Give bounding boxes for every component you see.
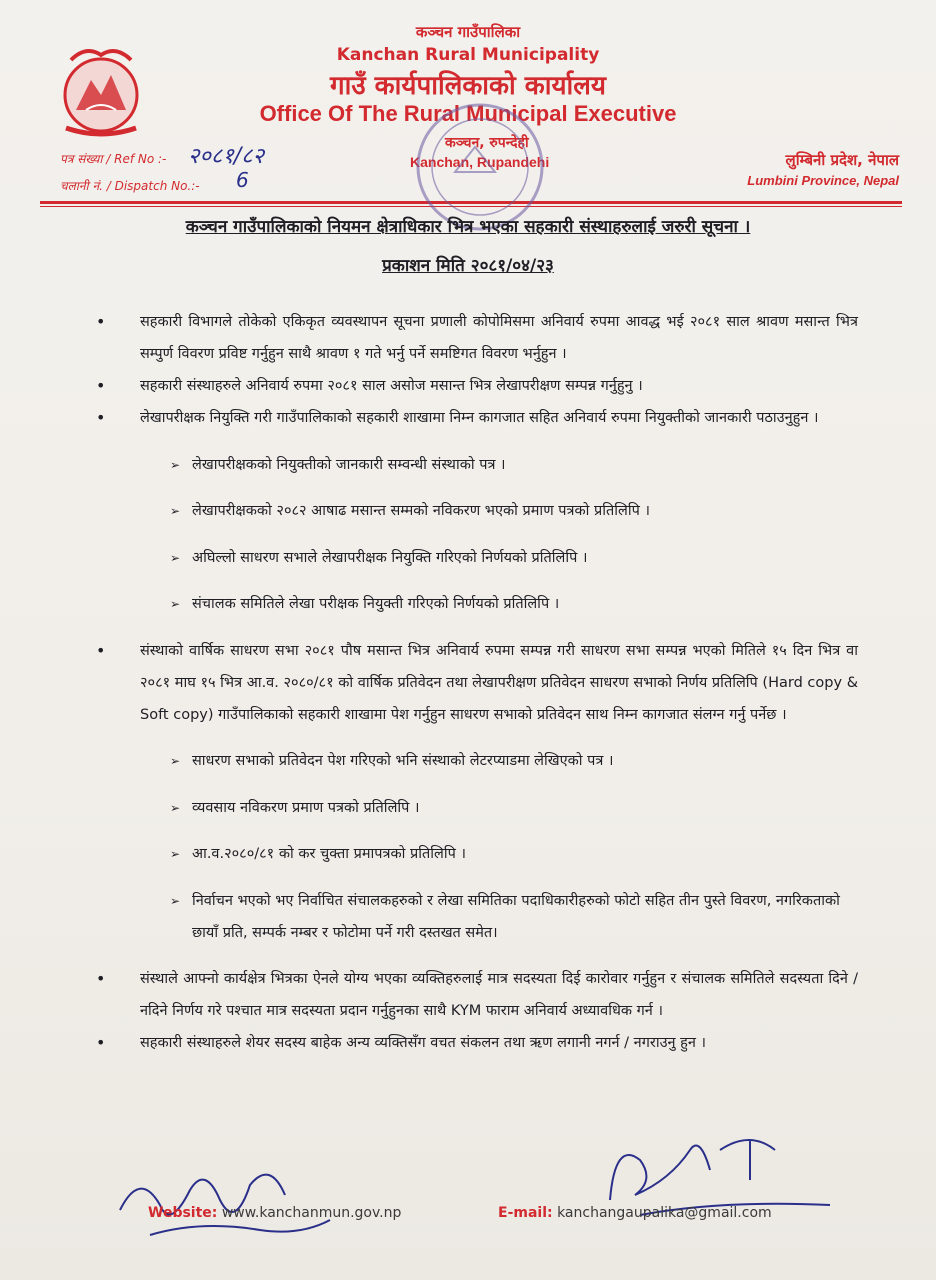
bullet-icon: • — [96, 640, 106, 660]
municipality-name-np: कञ्चन गाउँपालिका — [415, 23, 521, 41]
right-signature — [600, 1120, 840, 1240]
arrow-icon: ➢ — [170, 754, 181, 768]
municipality-name-en: Kanchan Rural Municipality — [336, 45, 600, 65]
sub-list-item: ➢ संचालक समितिले लेखा परीक्षक नियुक्ती गरिएको निर्णयको प्रतिलिपि । — [192, 588, 858, 620]
arrow-icon: ➢ — [170, 550, 181, 565]
office-name-en: Office Of The Rural Municipal Executive — [259, 101, 677, 126]
arrow-icon: ➢ — [170, 597, 181, 611]
footer-website: Website: www.kanchanmun.gov.np — [148, 1205, 402, 1221]
bullet-icon: • — [96, 408, 106, 427]
arrow-icon: ➢ — [170, 847, 181, 861]
bullet-icon: • — [96, 969, 106, 988]
bullet-icon: • — [96, 1033, 106, 1052]
ref-value: २०८१/८२ — [188, 144, 265, 169]
arrow-icon: ➢ — [170, 800, 181, 815]
list-item: • सहकारी विभागले तोकेको एकिकृत व्यवस्थापन सूचना प्रणाली कोपोमिसमा अनिवार्य रुपमा आवद्ध भई २०८१ साल श्रावण मसान्त भित्र सम्पुर्ण विवरण प्रविष्ट गर्नुहुन साथै श्रावण १ गते भर्नु पर्ने समष्टिगत विवरण भर्नुहुन । — [118, 306, 858, 370]
province-np: लुम्बिनी प्रदेश, नेपाल — [785, 151, 899, 169]
sub-list-item: ➢ लेखापरीक्षकको नियुक्तीको जानकारी सम्वन्धी संस्थाको पत्र । — [192, 449, 858, 481]
office-name-np: गाउँ कार्यपालिकाको कार्यालय — [330, 71, 606, 101]
arrow-icon: ➢ — [170, 504, 181, 518]
sub-list-item: ➢ लेखापरीक्षकको २०८२ आषाढ मसान्त सम्मको नविकरण भएको प्रमाण पत्रको प्रतिलिपि । — [192, 495, 858, 527]
notice-subject: कञ्चन गाउँपालिकाको नियमन क्षेत्राधिकार भित्र भएका सहकारी संस्थाहरुलाई जरुरी सूचना । — [185, 217, 751, 237]
arrow-icon: ➢ — [170, 893, 181, 908]
sub-list-item: ➢ साधरण सभाको प्रतिवेदन पेश गरिएको भनि संस्थाको लेटरप्याडमा लेखिएको पत्र । — [192, 745, 858, 777]
dispatch-value: 6 — [236, 168, 249, 192]
dispatch-label: चलानी नं. / Dispatch No.:- — [60, 179, 200, 193]
province-en: Lumbini Province, Nepal — [747, 173, 899, 188]
list-item: • सहकारी संस्थाहरुले शेयर सदस्य बाहेक अन्य व्यक्तिसँग वचत संकलन तथा ऋण लगानी नगर्न / नगराउनु हुन । — [118, 1027, 858, 1059]
publish-date: प्रकाशन मिति २०८१/०४/२३ — [382, 256, 554, 276]
list-item: • संस्थाको वार्षिक साधरण सभा २०८१ पौष मसान्त भित्र अनिवार्य रुपमा सम्पन्न गरी साधरण सभा सम्पन्न भएको मितिले १५ दिन भित्र वा २०८१ माघ १५ भित्र आ.व. २०८०/८१ को वार्षिक प्रतिवेदन तथा लेखापरीक्षण प्रतिवेदन साधरण सभाको निर्णय प्रतिलिपि (Hard copy & Soft copy) गाउँपालिकाको सहकारी शाखामा पेश गर्नुहुन साधरण सभाको प्रतिवेदन साथ निम्न कागजात संलग्न गर्नु पर्नेछ । — [118, 635, 858, 731]
sub-list-item: ➢ व्यवसाय नविकरण प्रमाण पत्रको प्रतिलिपि । — [192, 792, 858, 824]
location-en: Kanchan, Rupandehi — [410, 154, 550, 170]
footer-email: E-mail: kanchangaupalika@gmail.com — [498, 1205, 772, 1221]
notice-body — [96, 306, 858, 1059]
location-np: कञ्चन, रुपन्देही — [445, 135, 529, 151]
bullet-icon: • — [96, 376, 106, 395]
bullet-icon: • — [96, 312, 106, 331]
list-item: • संस्थाले आफ्नो कार्यक्षेत्र भित्रका ऐनले योग्य भएका व्यक्तिहरुलाई मात्र सदस्यता दिई कारोवार गर्नुहुन र संचालक समितिले सदस्यता दिने / नदिने निर्णय गरे पश्चात मात्र सदस्यता प्रदान गर्नुहुनका साथै KYM फाराम अनिवार्य अध्यावधिक गर्न । — [118, 963, 858, 1027]
sub-list-item: ➢ अघिल्लो साधरण सभाले लेखापरीक्षक नियुक्ति गरिएको निर्णयको प्रतिलिपि । — [192, 542, 858, 574]
list-item: • सहकारी संस्थाहरुले अनिवार्य रुपमा २०८१ साल असोज मसान्त भित्र लेखापरीक्षण सम्पन्न गर्नुहुनु । — [118, 370, 858, 402]
ref-label: पत्र संख्या / Ref No :- — [60, 152, 167, 166]
sub-list-item: ➢ निर्वाचन भएको भए निर्वाचित संचालकहरुको र लेखा समितिका पदाधिकारीहरुको फोटो सहित तीन पुस्ते विवरण, नगरिकताको छायाँ प्रति, सम्पर्क नम्बर र फोटोमा पर्ने गरी दस्तखत समेत। — [192, 885, 858, 949]
sub-list-item: ➢ आ.व.२०८०/८१ को कर चुक्ता प्रमापत्रको प्रतिलिपि । — [192, 838, 858, 870]
arrow-icon: ➢ — [170, 457, 181, 472]
list-item: • लेखापरीक्षक नियुक्ति गरी गाउँपालिकाको सहकारी शाखामा निम्न कागजात सहित अनिवार्य रुपमा नियुक्तीको जानकारी पठाउनुहुन । — [118, 402, 858, 434]
